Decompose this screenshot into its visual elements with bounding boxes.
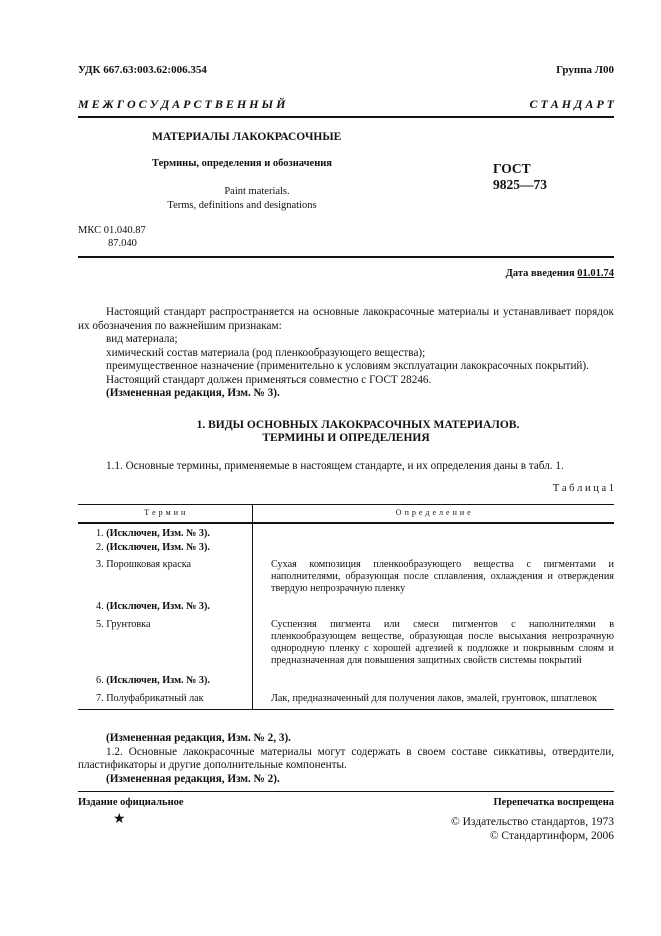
table-row bbox=[78, 555, 614, 600]
mks-codes bbox=[78, 224, 146, 250]
table-row bbox=[78, 672, 614, 692]
intro-list-2: химический состав материала (род пленкообразующего вещества); bbox=[106, 346, 426, 359]
term-cell: 5. Грунтовка bbox=[78, 618, 253, 672]
group-code: Группа Л00 bbox=[556, 64, 614, 76]
table-row bbox=[78, 541, 614, 555]
official-edition: Издание официальное bbox=[78, 797, 184, 808]
term-cell: 3. Порошковая краска bbox=[78, 555, 253, 600]
definition-cell: Лак, предназначенный для получения лаков, эмалей, грунтовок, шпатлевок bbox=[253, 692, 615, 710]
doc-title-en bbox=[152, 185, 332, 212]
gost-label: ГОСТ bbox=[493, 161, 531, 176]
copyright-line2: © Стандартинформ, 2006 bbox=[489, 830, 614, 842]
definition-cell: Суспензия пигмента или смеси пигментов с наполнителями в пленкообразующем веществе, образующая после высыхания непрозрачную однородную пленку с хорошей адгезией к подложке и покрывным слоям и предназначенная для повышения защитных свойств системы покрытий bbox=[271, 619, 614, 666]
table-label: Т а б л и ц а 1 bbox=[552, 483, 614, 494]
gost-number: 9825—73 bbox=[493, 177, 547, 192]
copyright-line1: © Издательство стандартов, 1973 bbox=[450, 816, 614, 828]
doc-title-en-line2: Terms, definitions and designations bbox=[167, 199, 317, 211]
after-table-block bbox=[78, 732, 614, 786]
definition-cell bbox=[253, 541, 615, 555]
mks-line2: 87.040 bbox=[108, 238, 137, 249]
clause-1-2-change-note: (Измененная редакция, Изм. № 2). bbox=[106, 772, 280, 785]
definition-cell bbox=[253, 523, 615, 541]
reprint-prohibited: Перепечатка воспрещена bbox=[493, 797, 614, 808]
section-1-heading-line1: 1. ВИДЫ ОСНОВНЫХ ЛАКОКРАСОЧНЫХ МАТЕРИАЛОВ. bbox=[196, 419, 520, 431]
udk-code: УДК 667.63:003.62:006.354 bbox=[78, 64, 207, 76]
footer-rule bbox=[78, 791, 614, 792]
clause-1-1: 1.1. Основные термины, применяемые в настоящем стандарте, и их определения даны в табл. 1. bbox=[106, 460, 564, 472]
term-cell: 6. (Исключен, Изм. № 3). bbox=[78, 672, 253, 692]
title-rule bbox=[78, 256, 614, 258]
definition-cell bbox=[253, 672, 615, 692]
column-header-definition: О п р е д е л е н и е bbox=[253, 505, 615, 524]
standard-type-left: М Е Ж Г О С У Д А Р С Т В Е Н Н Ы Й bbox=[78, 97, 286, 111]
intro-date-label: Дата введения bbox=[505, 268, 575, 279]
term-cell: 1. (Исключен, Изм. № 3). bbox=[78, 523, 253, 541]
table-header-row bbox=[78, 505, 614, 524]
star-icon: ★ bbox=[113, 812, 126, 827]
intro-list-1: вид материала; bbox=[106, 333, 178, 345]
table-row bbox=[78, 618, 614, 672]
section-1-heading-line2: ТЕРМИНЫ И ОПРЕДЕЛЕНИЯ bbox=[262, 432, 430, 444]
section-1-heading bbox=[78, 419, 614, 445]
gost-designation bbox=[493, 161, 547, 193]
intro-paragraph-1: Настоящий стандарт распространяется на основные лакокрасочные материалы и устанавливает порядок их обозначения по важнейшим признакам: bbox=[78, 306, 614, 332]
copyright-block bbox=[451, 815, 614, 843]
standard-type bbox=[78, 97, 614, 112]
standard-type-right: С Т А Н Д А Р Т bbox=[529, 97, 614, 111]
intro-block bbox=[78, 306, 614, 401]
table-row bbox=[78, 523, 614, 541]
clause-1-2: 1.2. Основные лакокрасочные материалы могут содержать в своем составе сиккативы, отвердители, пластификаторы и другие дополнительные компоненты. bbox=[78, 745, 614, 771]
intro-change-note: (Измененная редакция, Изм. № 3). bbox=[106, 387, 280, 399]
term-cell: 4. (Исключен, Изм. № 3). bbox=[78, 600, 253, 618]
terms-table bbox=[78, 504, 614, 710]
table-row bbox=[78, 692, 614, 710]
table-change-note: (Измененная редакция, Изм. № 2, 3). bbox=[106, 732, 291, 744]
term-cell: 2. (Исключен, Изм. № 3). bbox=[78, 541, 253, 555]
intro-date-value: 01.01.74 bbox=[577, 268, 614, 279]
intro-paragraph-2: Настоящий стандарт должен применяться совместно с ГОСТ 28246. bbox=[106, 373, 432, 386]
mks-line1: МКС 01.040.87 bbox=[78, 225, 146, 236]
intro-list-3: преимущественное назначение (применительно к условиям эксплуатации лакокрасочных покрытий). bbox=[106, 360, 589, 372]
intro-date bbox=[506, 268, 614, 279]
definition-cell: Сухая композиция пленкообразующего вещества с пигментами и наполнителями, образующая после сплавления, охлаждения и отверждения твердую непрозрачную пленку bbox=[271, 559, 614, 594]
table-row bbox=[78, 600, 614, 618]
header-rule bbox=[78, 116, 614, 118]
term-cell: 7. Полуфабрикатный лак bbox=[78, 692, 253, 710]
doc-title: МАТЕРИАЛЫ ЛАКОКРАСОЧНЫЕ bbox=[152, 131, 342, 143]
column-header-term: Т е р м и н bbox=[78, 505, 253, 524]
doc-subtitle: Термины, определения и обозначения bbox=[152, 158, 332, 169]
doc-title-en-line1: Paint materials. bbox=[224, 186, 290, 197]
definition-cell bbox=[253, 600, 615, 618]
